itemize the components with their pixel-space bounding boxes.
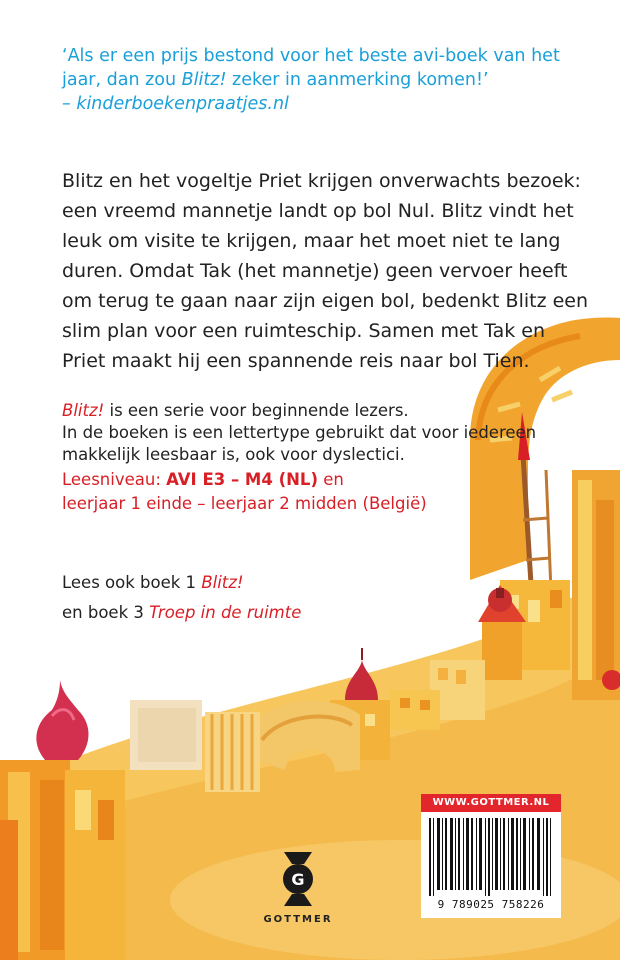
- publisher-name: GOTTMER: [263, 914, 333, 925]
- related-books: [62, 568, 582, 628]
- logo-letter: G: [291, 870, 305, 889]
- level-prefix: Leesniveau:: [62, 470, 167, 489]
- book-blurb: Blitz en het vogeltje Priet krijgen onverwachts bezoek: een vreemd mannetje landt op bol Nul. Blitz vindt het leuk om visite te krijgen, maar het moet niet te lang duren. Omdat Tak (het mannetje) geen vervoer heeft om terug te gaan naar zijn eigen bol, bedenkt Blitz een slim plan voor een ruimteschip. Samen met Tak en Priet maakt hij een spannende reis naar bol Tien.: [62, 170, 589, 372]
- level-avi: AVI E3 – M4 (NL): [166, 470, 318, 489]
- quote-text-open: ‘Als er een prijs bestond voor het beste avi-boek van het jaar, dan zou: [62, 46, 560, 90]
- review-quote: [62, 44, 582, 116]
- series-info: [62, 400, 582, 466]
- quote-book-title: Blitz!: [181, 70, 227, 90]
- gottmer-logo-icon: [278, 850, 318, 908]
- publisher-url: WWW.GOTTMER.NL: [421, 794, 561, 812]
- also-book1-title: Blitz!: [201, 573, 244, 592]
- also-line1-prefix: Lees ook boek 1: [62, 573, 202, 592]
- quote-text-close: zeker in aanmerking komen!’: [226, 70, 489, 90]
- also-line2-prefix: en boek 3: [62, 603, 150, 622]
- publisher-logo: [258, 850, 338, 925]
- level-suffix: en: [317, 470, 344, 489]
- level-line2: leerjaar 1 einde – leerjaar 2 midden (België): [62, 494, 427, 513]
- series-line1: is een serie voor beginnende lezers.: [104, 401, 409, 420]
- barcode-icon: [429, 818, 553, 896]
- isbn-number: 9 789025 758226: [437, 898, 545, 911]
- also-book3-title: Troep in de ruimte: [149, 603, 302, 622]
- quote-source: – kinderboekenpraatjes.nl: [62, 94, 289, 114]
- reading-level: [62, 468, 582, 516]
- series-line2: In de boeken is een lettertype gebruikt dat voor iedereen makkelijk leesbaar is, ook voor dyslectici.: [62, 423, 537, 464]
- series-title: Blitz!: [62, 401, 105, 420]
- barcode-panel: [421, 794, 561, 918]
